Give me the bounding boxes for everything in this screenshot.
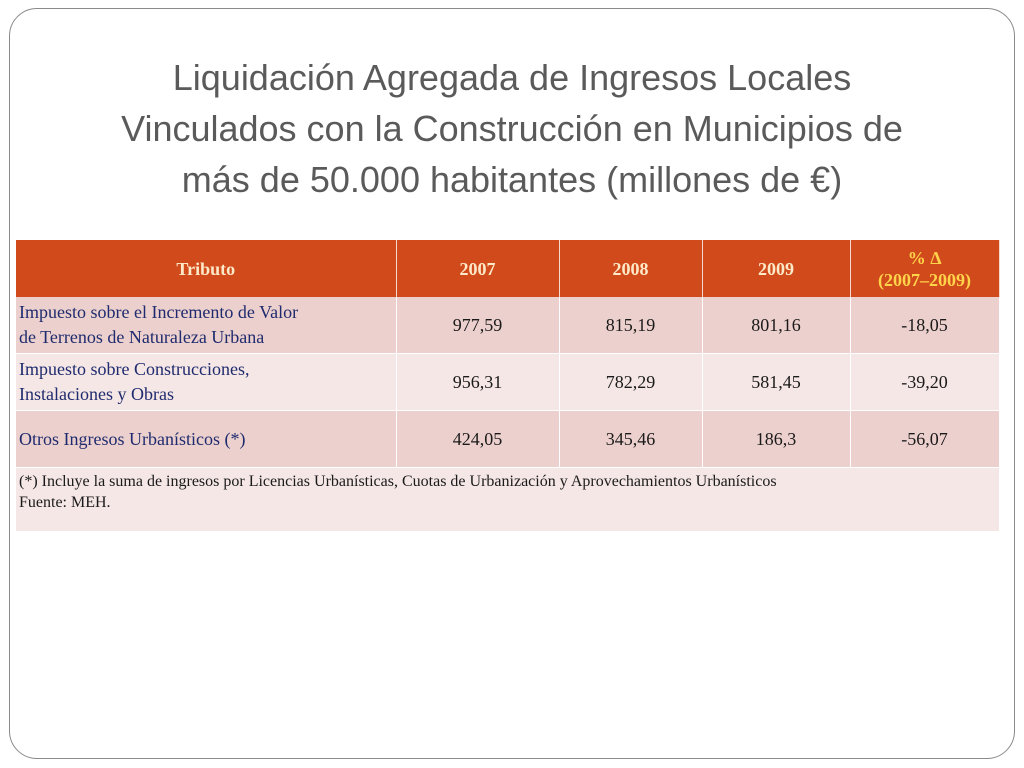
cell-2009: 186,3	[702, 411, 850, 468]
row-name	[16, 411, 396, 468]
cell-2007: 956,31	[396, 354, 559, 411]
header-tributo: Tributo	[16, 240, 396, 297]
table-note-row	[16, 468, 999, 532]
table-row	[16, 297, 999, 354]
title-line-3: más de 50.000 habitantes (millones de €)	[181, 159, 843, 200]
row-name-line-1: Otros Ingresos Urbanísticos (*)	[19, 428, 246, 449]
cell-delta: -18,05	[850, 297, 999, 354]
cell-2007: 977,59	[396, 297, 559, 354]
row-name-line-1: Impuesto sobre el Incremento de Valor	[19, 302, 299, 322]
header-delta-period: (2007–2009)	[878, 269, 971, 290]
page-title	[0, 52, 1024, 205]
title-line-1: Liquidación Agregada de Ingresos Locales	[172, 57, 852, 98]
cell-delta: -39,20	[850, 354, 999, 411]
revenue-table	[16, 240, 1000, 532]
row-name	[16, 297, 396, 354]
row-name-line-2: Instalaciones y Obras	[19, 384, 174, 404]
table-row	[16, 354, 999, 411]
row-name-line-1: Impuesto sobre Construcciones,	[19, 359, 250, 379]
table-row	[16, 411, 999, 468]
cell-2008: 782,29	[559, 354, 702, 411]
header-2009: 2009	[702, 240, 850, 297]
cell-2009: 581,45	[702, 354, 850, 411]
cell-2009: 801,16	[702, 297, 850, 354]
cell-2008: 345,46	[559, 411, 702, 468]
header-delta-symbol: % ∆	[907, 247, 942, 268]
header-2008: 2008	[559, 240, 702, 297]
header-2007: 2007	[396, 240, 559, 297]
table-note	[16, 468, 999, 532]
header-delta	[850, 240, 999, 297]
cell-2007: 424,05	[396, 411, 559, 468]
table-header-row	[16, 240, 999, 297]
row-name	[16, 354, 396, 411]
cell-delta: -56,07	[850, 411, 999, 468]
row-name-line-2: de Terrenos de Naturaleza Urbana	[19, 327, 265, 347]
title-line-2: Vinculados con la Construcción en Municipios de	[121, 108, 903, 149]
note-footnote: (*) Incluye la suma de ingresos por Licencias Urbanísticas, Cuotas de Urbanización y Aprovechamientos Urbanísticos	[19, 473, 777, 490]
note-source: Fuente: MEH.	[19, 494, 111, 511]
cell-2008: 815,19	[559, 297, 702, 354]
